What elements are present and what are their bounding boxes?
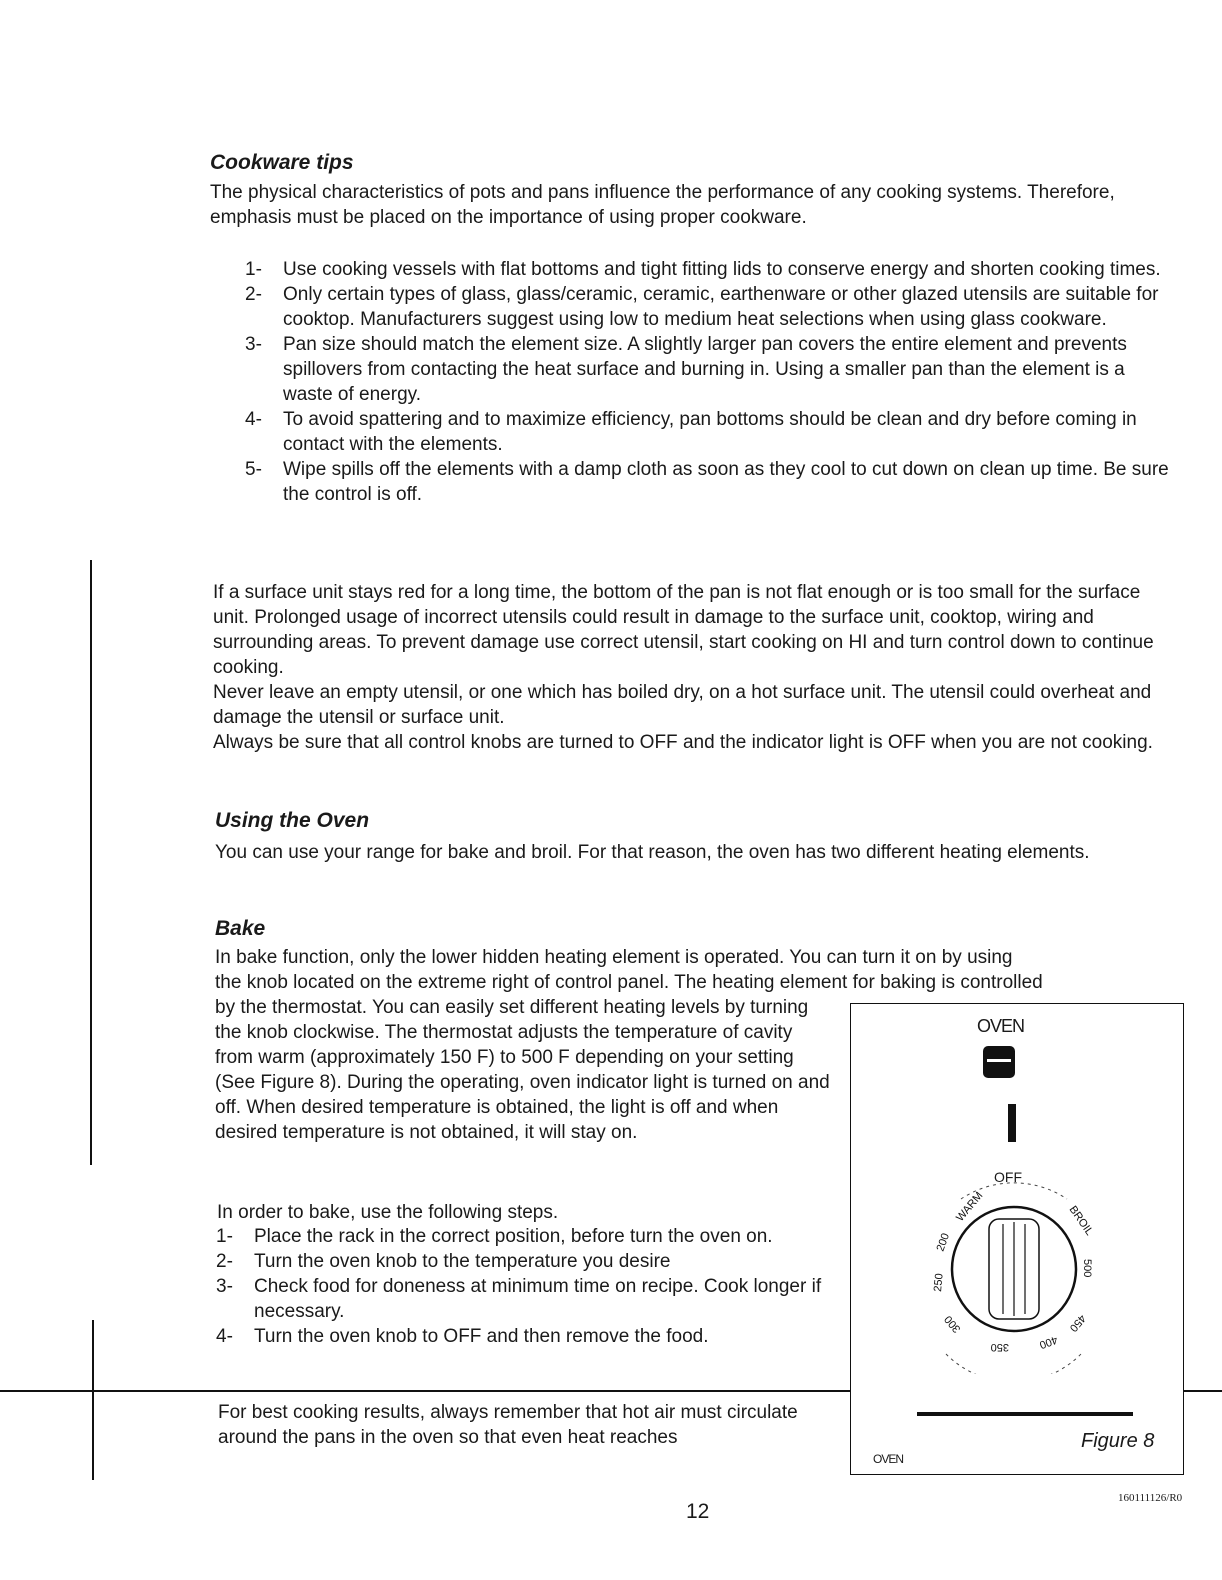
figure-caption: Figure 8: [1081, 1430, 1155, 1452]
oven-label: OVEN: [977, 1016, 1025, 1036]
steps-intro: In order to bake, use the following steps.: [217, 1202, 559, 1223]
warning-paragraph: If a surface unit stays red for a long time, the bottom of the pan is not flat enough or is too small for the surface unit. Prolonged usage of incorrect utensils could result in damage to the surface unit, cooktop, wiring and surrounding areas. To prevent damage use correct utensil, start cooking on HI and turn control down to continue cooking.: [213, 582, 1154, 678]
cookware-heading: Cookware tips: [210, 151, 354, 174]
cookware-intro: The physical characteristics of pots and pans influence the performance of any cooking systems. Therefore, emphasis must be placed on the importance of using proper cookware.: [210, 182, 1115, 228]
figure-bar: [917, 1412, 1133, 1416]
off-label: OFF: [994, 1169, 1022, 1185]
dial-label-200: 200: [934, 1231, 953, 1254]
bake-steps-list: [216, 1224, 829, 1349]
list-item: 3- Pan size should match the element size. A slightly larger pan covers the entire element and prevents spillovers from contacting the heat surface and burning in. Using a smaller pan than the element is a waste of energy.: [245, 334, 1127, 405]
oven-knob[interactable]: [891, 1164, 1141, 1374]
list-item: 5- Wipe spills off the elements with a damp cloth as soon as they cool to cut down on clean up time. Be sure the control is off.: [245, 459, 1169, 505]
list-item: 4- Turn the oven knob to OFF and then remove the food.: [216, 1326, 709, 1347]
dial-label-250: 250: [932, 1272, 946, 1293]
pointer-mark-icon: [1008, 1104, 1016, 1142]
dial-label-broil: BROIL: [1066, 1203, 1096, 1238]
list-item: 1- Use cooking vessels with flat bottoms and tight fitting lids to conserve energy and shorten cooking times.: [245, 259, 1161, 280]
page-number: 12: [686, 1500, 710, 1523]
oven-bottom-label: OVEN: [873, 1452, 904, 1466]
oven-intro: You can use your range for bake and broil. For that reason, the oven has two different heating elements.: [215, 842, 1090, 863]
bake-line: In bake function, only the lower hidden heating element is operated. You can turn it on by using: [215, 947, 1013, 968]
margin-bar: [90, 560, 92, 1165]
cookware-tips-list: [245, 257, 1178, 507]
figure-8: [850, 1003, 1184, 1475]
dial-label-300: 300: [942, 1313, 964, 1335]
indicator-light-icon: [983, 1046, 1015, 1078]
list-item: 4- To avoid spattering and to maximize efficiency, pan bottoms should be clean and dry before coming in contact with the elements.: [245, 409, 1137, 455]
dial-label-400: 400: [1037, 1333, 1060, 1351]
list-item: 2- Only certain types of glass, glass/ceramic, ceramic, earthenware or other glazed utensils are suitable for cooktop. Manufacturers suggest using low to medium heat selections when using glass cookware.: [245, 284, 1159, 330]
warning-paragraph: Always be sure that all control knobs are turned to OFF and the indicator light is OFF when you are not cooking.: [213, 732, 1153, 753]
closing-paragraph: For best cooking results, always remember that hot air must circulate around the pans in the oven so that even heat reaches: [218, 1402, 798, 1448]
dial-label-warm: WARM: [954, 1189, 986, 1224]
bake-heading: Bake: [215, 917, 266, 940]
bake-line: the knob located on the extreme right of control panel. The heating element for baking is controlled: [215, 972, 1043, 993]
margin-bar: [92, 1320, 94, 1480]
warning-paragraph: Never leave an empty utensil, or one which has boiled dry, on a hot surface unit. The utensil could overheat and damage the utensil or surface unit.: [213, 682, 1152, 728]
dial-label-500: 500: [1081, 1259, 1093, 1278]
list-item: 3- Check food for doneness at minimum time on recipe. Cook longer if necessary.: [216, 1276, 822, 1322]
dial-label-450: 450: [1066, 1312, 1088, 1334]
dial-label-350: 350: [990, 1341, 1009, 1353]
oven-heading: Using the Oven: [215, 809, 370, 832]
list-item: 1- Place the rack in the correct position, before turn the oven on.: [216, 1226, 773, 1247]
list-item: 2- Turn the oven knob to the temperature you desire: [216, 1251, 671, 1272]
document-code: 160111126/R0: [1118, 1492, 1183, 1504]
bake-paragraph: by the thermostat. You can easily set different heating levels by turning the knob clockwise. The thermostat adjusts the temperature of cavity from warm (approximately 150 F) to 500 F depending on your setting (See Figure 8). During the operating, oven indicator light is turned on and off. When desired temperature is obtained, the light is off and when desired temperature is not obtained, it will stay on.: [215, 997, 830, 1143]
